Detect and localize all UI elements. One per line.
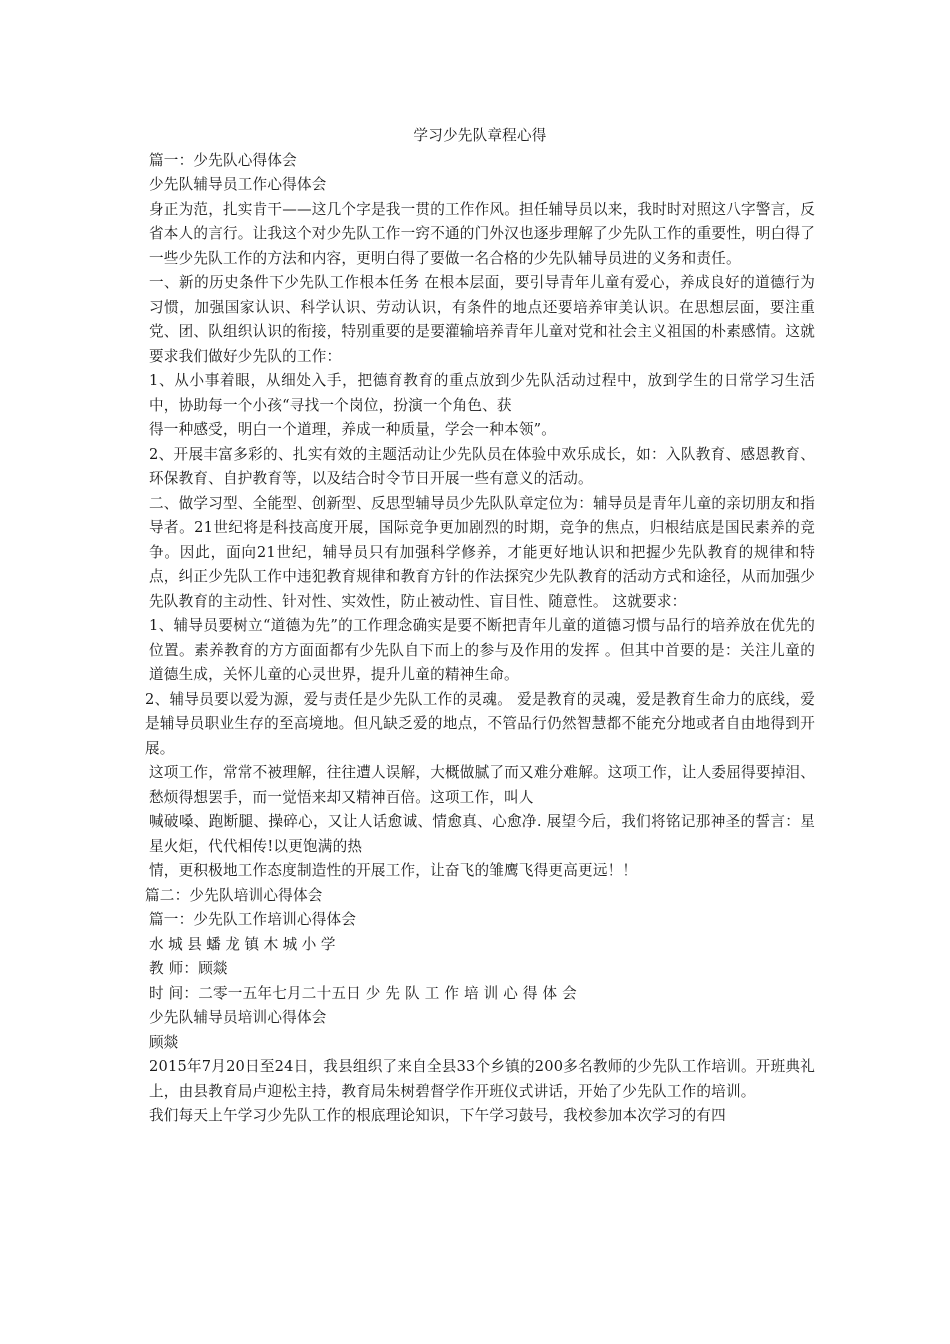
body-paragraph: 这项工作，常常不被理解，往往遭人误解，大概做腻了而又难分难解。这项工作，让人委屈得要掉泪、愁烦得想罢手，而一觉悟来却又精神百倍。这项工作，叫人 bbox=[149, 764, 815, 806]
body-paragraph: 喊破嗓、跑断腿、操碎心，又让人话愈诚、情愈真、心愈净. 展望今后，我们将铭记那神圣的誓言：星星火炬，代代相传!以更饱满的热 bbox=[149, 813, 815, 855]
body-paragraph: 情，更积极地工作态度制造性的开展工作，让奋飞的雏鹰飞得更高更远！！ bbox=[149, 862, 638, 879]
body-paragraph: 2、开展丰富多彩的、扎实有效的主题活动让少先队员在体验中欢乐成长，如：入队教育、感恩教育、环保教育、自护教育等，以及结合时令节日开展一些有意义的活动。 bbox=[149, 445, 815, 487]
school-name: 水城县蟠龙镇木城小学 bbox=[149, 935, 340, 953]
section-heading-1: 篇一：少先队心得体会 bbox=[149, 151, 297, 169]
body-paragraph: 1、辅导员要树立“道德为先”的工作理念确实是要不断把青年儿童的道德习惯与品行的培养放在优先的位置。素养教育的方方面面都有少先队自下而上的参与及作用的发挥 。但其中首要的是：关注儿童的道德生成，关怀儿童的心灵世界，提升儿童的精神生命。 bbox=[149, 617, 815, 683]
document-body bbox=[145, 124, 815, 1129]
body-paragraph: 二、做学习型、全能型、创新型、反思型辅导员少先队队章定位为：辅导员是青年儿童的亲切朋友和指导者。21世纪将是科技高度开展，国际竞争更加剧烈的时期，竞争的焦点，归根结底是国民素养的竞争。因此，面向21世纪，辅导员只有加强科学修养，才能更好地认识和把握少先队教育的规律和特点，纠正少先队工作中违犯教育规律和教育方针的作法探究少先队教育的活动方式和途径，从而加强少先队教育的主动性、针对性、实效性，防止被动性、盲目性、随意性。 这就要求： bbox=[149, 494, 815, 610]
date-line: 时 间：二零一五年七月二十五日 少 先 队 工 作 培 训 心 得 体 会 bbox=[149, 984, 577, 1002]
article-heading: 少先队辅导员培训心得体会 bbox=[149, 1009, 327, 1026]
body-paragraph: 我们每天上午学习少先队工作的根底理论知识，下午学习鼓号，我校参加本次学习的有四 bbox=[149, 1107, 726, 1124]
article-heading: 少先队辅导员工作心得体会 bbox=[149, 176, 327, 193]
section-heading-2: 篇二：少先队培训心得体会 bbox=[145, 886, 323, 904]
body-paragraph: 2015年7月20日至24日，我县组织了来自全县33个乡镇的200多名教师的少先队工作培训。开班典礼上，由县教育局卢迎松主持，教育局朱树碧督学作开班仪式讲话，开始了少先队工作的培训。 bbox=[149, 1058, 815, 1100]
article-heading: 篇一：少先队工作培训心得体会 bbox=[149, 911, 357, 928]
teacher-line: 教 师：顾燚 bbox=[149, 960, 228, 977]
document-title: 学习少先队章程心得 bbox=[413, 127, 547, 144]
body-paragraph: 2、辅导员要以爱为源，爱与责任是少先队工作的灵魂。 爱是教育的灵魂，爱是教育生命力的底线，爱是辅导员职业生存的至高境地。但凡缺乏爱的地点，不管品行仍然智慧都不能充分地或者自由地得到开展。 bbox=[145, 690, 815, 757]
body-paragraph: 一、新的历史条件下少先队工作根本任务 在根本层面，要引导青年儿童有爱心，养成良好的道德行为习惯，加强国家认识、科学认识、劳动认识，有条件的地点还要培养审美认识。在思想层面，要注重党、团、队组织认识的衔接，特别重要的是要灌输培养青年儿童对党和社会主义祖国的朴素感情。这就要求我们做好少先队的工作： bbox=[149, 274, 815, 365]
body-paragraph: 身正为范，扎实肯干——这几个字是我一贯的工作作风。担任辅导员以来，我时时对照这八字警言，反省本人的言行。让我这个对少先队工作一窍不通的门外汉也逐步理解了少先队工作的重要性，明白得了一些少先队工作的方法和内容，更明白得了要做一名合格的少先队辅导员进的义务和责任。 bbox=[149, 200, 815, 267]
body-paragraph: 1、从小事着眼，从细处入手，把德育教育的重点放到少先队活动过程中，放到学生的日常学习生活中，协助每一个小孩“寻找一个岗位，扮演一个角色、获 bbox=[149, 372, 815, 414]
author-name: 顾燚 bbox=[149, 1033, 179, 1051]
body-paragraph: 得一种感受，明白一个道理，养成一种质量，学会一种本领”。 bbox=[149, 421, 557, 438]
